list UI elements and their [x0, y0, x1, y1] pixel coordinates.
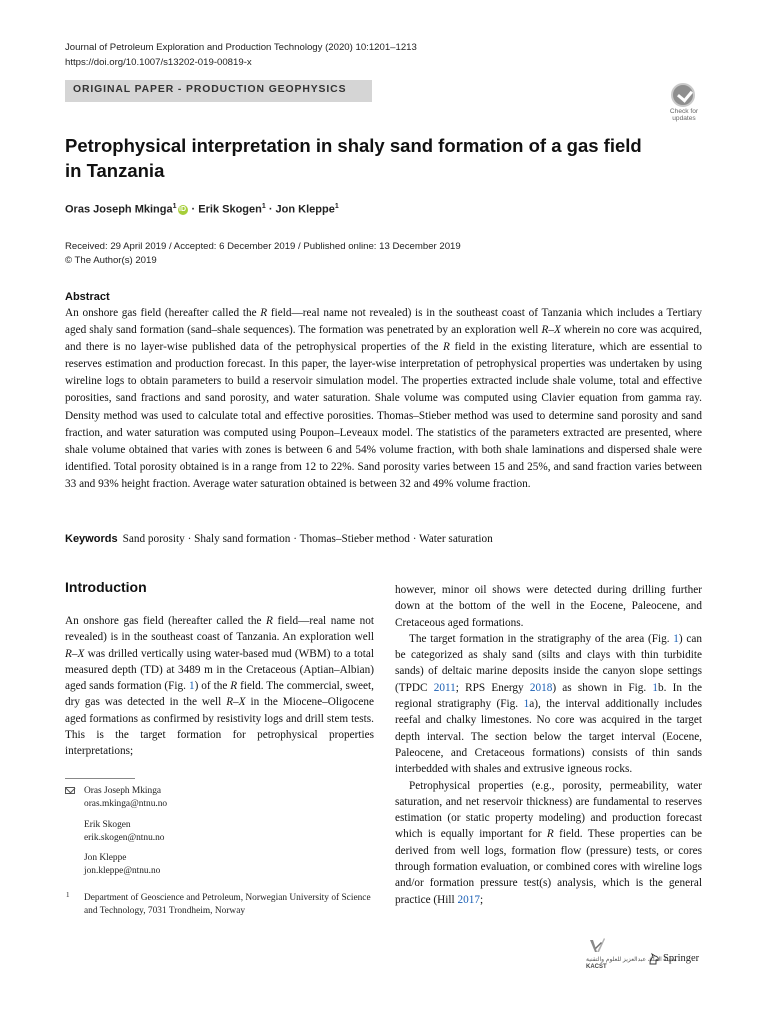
kacst-name: KACST: [586, 964, 607, 970]
figure-reference-link[interactable]: 1: [188, 680, 195, 693]
affiliation-number: 1: [66, 891, 70, 899]
introduction-right-column: [395, 582, 702, 908]
keyword: Sand porosity: [122, 533, 185, 545]
check-for-updates-badge[interactable]: [664, 83, 704, 125]
abstract-paragraph: An onshore gas field (hereafter called the R field—real name not revealed) is in the southeast coast of Tanzania which includes a Tertiary aged shaly sand formation (sand–shale sequences). The formation was penetrated by an exploration well R–X wherein no core was acquired, and there is no layer-wise published data of the petrophysical properties of the R field in the existing literature, which are essential to reserves estimation and production forecast. In this paper, the layer-wise interpretation of petrophysical properties was undertaken by using wireline logs to obtain parameters to build a reservoir simulation model. The properties extracted include shale volume, total and effective porosities, sand fractions and sand porosity, and water saturation. Shale volume was computed using Clavier equation from gamma ray. Density method was used to calculate total and effective porosities. Thomas–Stieber method was used to determine sand porosity and sand fraction, and water saturation was computed using Poupon–Leveaux model. The statistics of the parameters extracted are presented, where shale volume obtained that varies with zones is between 6 and 54% volume fraction, with both shale laminations and dispersed shale were identified. Total porosity obtained is in a range from 12 to 22%. Sand porosity varies between 15 and 25%, and sand fraction varies between 33 and 93% height fraction. Average water saturation obtained is between 32 and 49% volume fraction.: [65, 307, 702, 490]
author-contact: [84, 819, 165, 845]
springer-logo: [648, 952, 699, 965]
keyword: Shaly sand formation: [194, 533, 291, 545]
springer-horse-icon: [648, 952, 660, 965]
journal-header: [65, 40, 417, 70]
springer-wordmark: Springer: [663, 952, 700, 964]
intro-paragraph: however, minor oil shows were detected during drilling further down at the bottom of the well in the Eocene, Paleocene, and Cretaceous aged formations.: [395, 584, 702, 629]
paper-title: [65, 133, 645, 183]
figure-reference-link[interactable]: 1: [523, 698, 530, 711]
author-affiliation-mark: 1: [334, 203, 339, 210]
affiliation-text: Department of Geoscience and Petroleum, Norwegian University of Science and Technology, 7031 Trondheim, Norway: [84, 893, 371, 916]
keywords-line: Keywords Sand porosity · Shaly sand formation · Thomas–Stieber method · Water saturation: [65, 533, 493, 545]
contact-email[interactable]: oras.mkinga@ntnu.no: [84, 799, 168, 809]
kacst-arabic-name: مدينة الملك عبدالعزيز للعلوم والتقنية: [586, 957, 677, 963]
footnote-divider: [65, 778, 135, 779]
history-dates: Received: 29 April 2019 / Accepted: 6 December 2019 / Published online: 13 December 2019: [65, 241, 461, 252]
check-updates-line2: updates: [672, 115, 696, 122]
check-updates-line1: Check for: [669, 108, 699, 115]
abstract-body: [65, 305, 702, 493]
title-line-1: Petrophysical interpretation in shaly sand formation of a gas field: [65, 135, 642, 156]
contact-name: Erik Skogen: [84, 820, 131, 830]
corresponding-author-contact: [84, 785, 167, 811]
intro-paragraph: An onshore gas field (hereafter called the R field—real name not revealed) is in the southeast coast of Tanzania. An exploration well R–X was drilled vertically using water-based mud (WBM) to a total measured depth (TD) at 3489 m in the Cretaceous (Aptian–Albian) aged sands formation (Fig. 1) of the R field. The commercial, sweet, dry gas was detected in the well R–X in the Miocene–Oligocene aged formations as confirmed by resistivity logs and drill stem tests. This is the target formation for petrophysical properties interpretations;: [65, 615, 374, 758]
contact-email[interactable]: erik.skogen@ntnu.no: [84, 833, 165, 843]
author-contact: [84, 852, 160, 878]
author-affiliation-mark: 1: [261, 203, 266, 210]
keywords-label: Keywords: [65, 533, 118, 545]
abstract-heading: Abstract: [65, 291, 110, 303]
citation-link[interactable]: 2018: [529, 681, 553, 694]
author-separator: ·: [265, 203, 276, 216]
author-name[interactable]: Oras Joseph Mkinga: [65, 203, 173, 216]
keyword: Thomas–Stieber method: [299, 533, 410, 545]
publication-dates: [65, 240, 461, 268]
copyright-line: © The Author(s) 2019: [65, 255, 157, 266]
orcid-icon[interactable]: iD: [179, 205, 186, 213]
mail-icon: [65, 787, 75, 794]
article-category-bar: [65, 80, 372, 102]
check-for-updates-icon: [671, 83, 695, 107]
author-separator: ·: [188, 203, 199, 216]
keyword: Water saturation: [419, 533, 493, 545]
doi-link[interactable]: https://doi.org/10.1007/s13202-019-00819-x: [65, 57, 252, 68]
author-name[interactable]: Erik Skogen: [198, 203, 262, 216]
citation-link[interactable]: 2011: [433, 681, 456, 694]
title-line-2: in Tanzania: [65, 160, 165, 181]
contact-email[interactable]: jon.kleppe@ntnu.no: [84, 866, 161, 876]
citation-link[interactable]: 2017: [457, 893, 480, 906]
figure-reference-link[interactable]: 1: [652, 681, 659, 694]
introduction-heading: Introduction: [65, 579, 147, 595]
journal-citation: Journal of Petroleum Exploration and Production Technology (2020) 10:1201–1213: [65, 42, 417, 53]
author-list: [65, 203, 339, 216]
intro-paragraph: The target formation in the stratigraphy of the area (Fig. 1) can be categorized as shaly sand (silts and clays with thin turbidite sands) of deltaic marine deposits inside the canyon slope settings (TPDC 2011; RPS Energy 2018) as shown in Fig. 1b. In the regional stratigraphy (Fig. 1a), the interval additionally includes reefal and chalky limestones. No core was acquired in the target depth interval. The section below the target interval (Eocene, Paleocene, and Cretaceous formations) consists of thin sands interbedded with shales and extrusive igneous rocks.: [395, 632, 703, 776]
author-name[interactable]: Jon Kleppe: [275, 203, 335, 216]
intro-paragraph: Petrophysical properties (e.g., porosity, permeability, water saturation, and net reservoir thickness) are fundamental to reserves estimation (or static property modeling) and production forecast which is equally important for R field. These properties can be derived from well logs, formation flow (pressure) tests, or cores through formation evaluation, or combined cores with wireline logs and/or formation pressure test(s) analysis, which is the general practice (Hill 2017;: [395, 779, 702, 906]
kacst-mark-icon: [588, 936, 606, 956]
article-category: ORIGINAL PAPER - PRODUCTION GEOPHYSICS: [73, 84, 347, 95]
introduction-left-column: [65, 613, 374, 760]
kacst-logo: [586, 936, 677, 974]
author-affiliation-mark: 1: [172, 203, 177, 210]
figure-reference-link[interactable]: 1: [673, 632, 679, 645]
contact-name: Oras Joseph Mkinga: [84, 786, 162, 796]
contact-name: Jon Kleppe: [84, 853, 127, 863]
